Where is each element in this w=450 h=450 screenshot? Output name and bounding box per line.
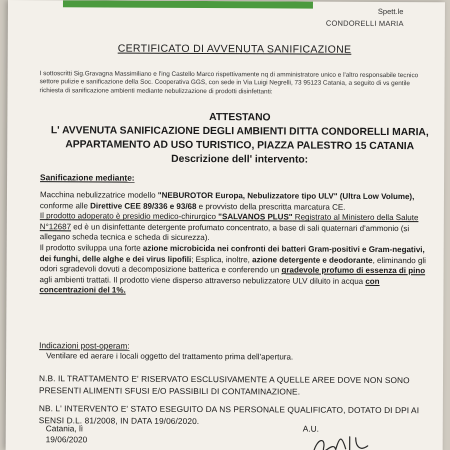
client-line: L' AVVENUTA SANIFICAZIONE DEGLI AMBIENTI DITTA CONDORELLI MARIA, <box>50 125 429 139</box>
certificate-date: 19/06/2020 <box>45 434 88 445</box>
machine-paragraph: Macchina nebulizzatrice modello "NEBUROTOR Europa, Nebulizzatore tipo ULV" (Ultra Low Volume), conforme alle Direttive CEE 89/336 e 93/68 e provvisto della prescritta marcatura CE. Il prodotto adoperato è presidio medico-chirurgico "SALVANOS PLUS" Registrato al Ministero della Salute N°12687 ed è un disinfettante detergente profumato concentrato, a base di sali quaternari d'ammonio (si allegano scheda tecnica e scheda di sicurezza). Il prodotto sviluppa una forte azione microbicida nei confronti dei batteri Gram-positivi e Gram-negativi, dei funghi, delle alghe e dei virus lipofili; Esplica, inoltre, azione detergente e deodorante, eliminando gli odori sgradevoli dovuti a decomposizione batterica e conferendo un gradevole profumo di essenza di pino agli ambienti trattati. Il prodotto viene disperso attraverso nebulizzatore ULV diluito in acqua con concentrazioni del 1%. <box>39 190 427 295</box>
place-label: Catania, lì <box>45 423 84 434</box>
note-qualified-staff: NB. L' INTERVENTO E' STATO ESEGUITO DA NS PERSONALE QUALIFICATO, DOTATO DI DPI AI SENSI D.L. 81/2008, IN DATA 19/06/2020. <box>38 403 420 426</box>
letterhead-strip <box>63 0 313 8</box>
handwritten-signature-icon <box>306 434 376 450</box>
recipient-salutation: Spett.le <box>377 6 404 17</box>
attestano-line: ATTESTANO <box>209 112 271 124</box>
attestation-heading <box>47 110 432 168</box>
recipient-name: CONDORELLI MARIA <box>325 18 404 29</box>
sanificazione-label: Sanificazione mediante: <box>40 172 135 183</box>
signature-label: A.U. <box>302 423 319 434</box>
post-operam-label: Indicazioni post-operam: <box>39 340 130 351</box>
post-operam-text: Ventilare ed aerare i locali oggetto del trattamento prima dell'apertura. <box>46 351 294 362</box>
certificate-title: CERTIFICATO DI AVVENUTA SANIFICAZIONE <box>117 42 352 56</box>
certificate-page <box>6 0 445 450</box>
description-line: Descrizione dell' intervento: <box>171 153 309 166</box>
address-line: APPARTAMENTO AD USO TURISTICO, PIAZZA PALESTRO 15 CATANIA <box>65 139 415 153</box>
intro-paragraph: I sottoscritti Sig.Gravagna Massimiliano e l'ing Castello Marco rispettivamente nq di amministratore unico e l'altro responsabile tecnico settore pulizie e sanificazione della Soc. Cooperativa GGS, con sede in Via Luigi Negrelli, 73 95123 Catania, a seguito di vs gentile richiesta di sanificazione ambienti mediante nebulizzazione di prodotti disinfettanti: <box>39 70 419 95</box>
note-area-restriction: N.B. IL TRATTAMENTO E' RISERVATO ESCLUSIVAMENTE A QUELLE AREE DOVE NON SONO PRESENTI ALIMENTI SFUSI E/O PASSIBILI DI CONTAMINAZIONE. <box>38 373 410 397</box>
